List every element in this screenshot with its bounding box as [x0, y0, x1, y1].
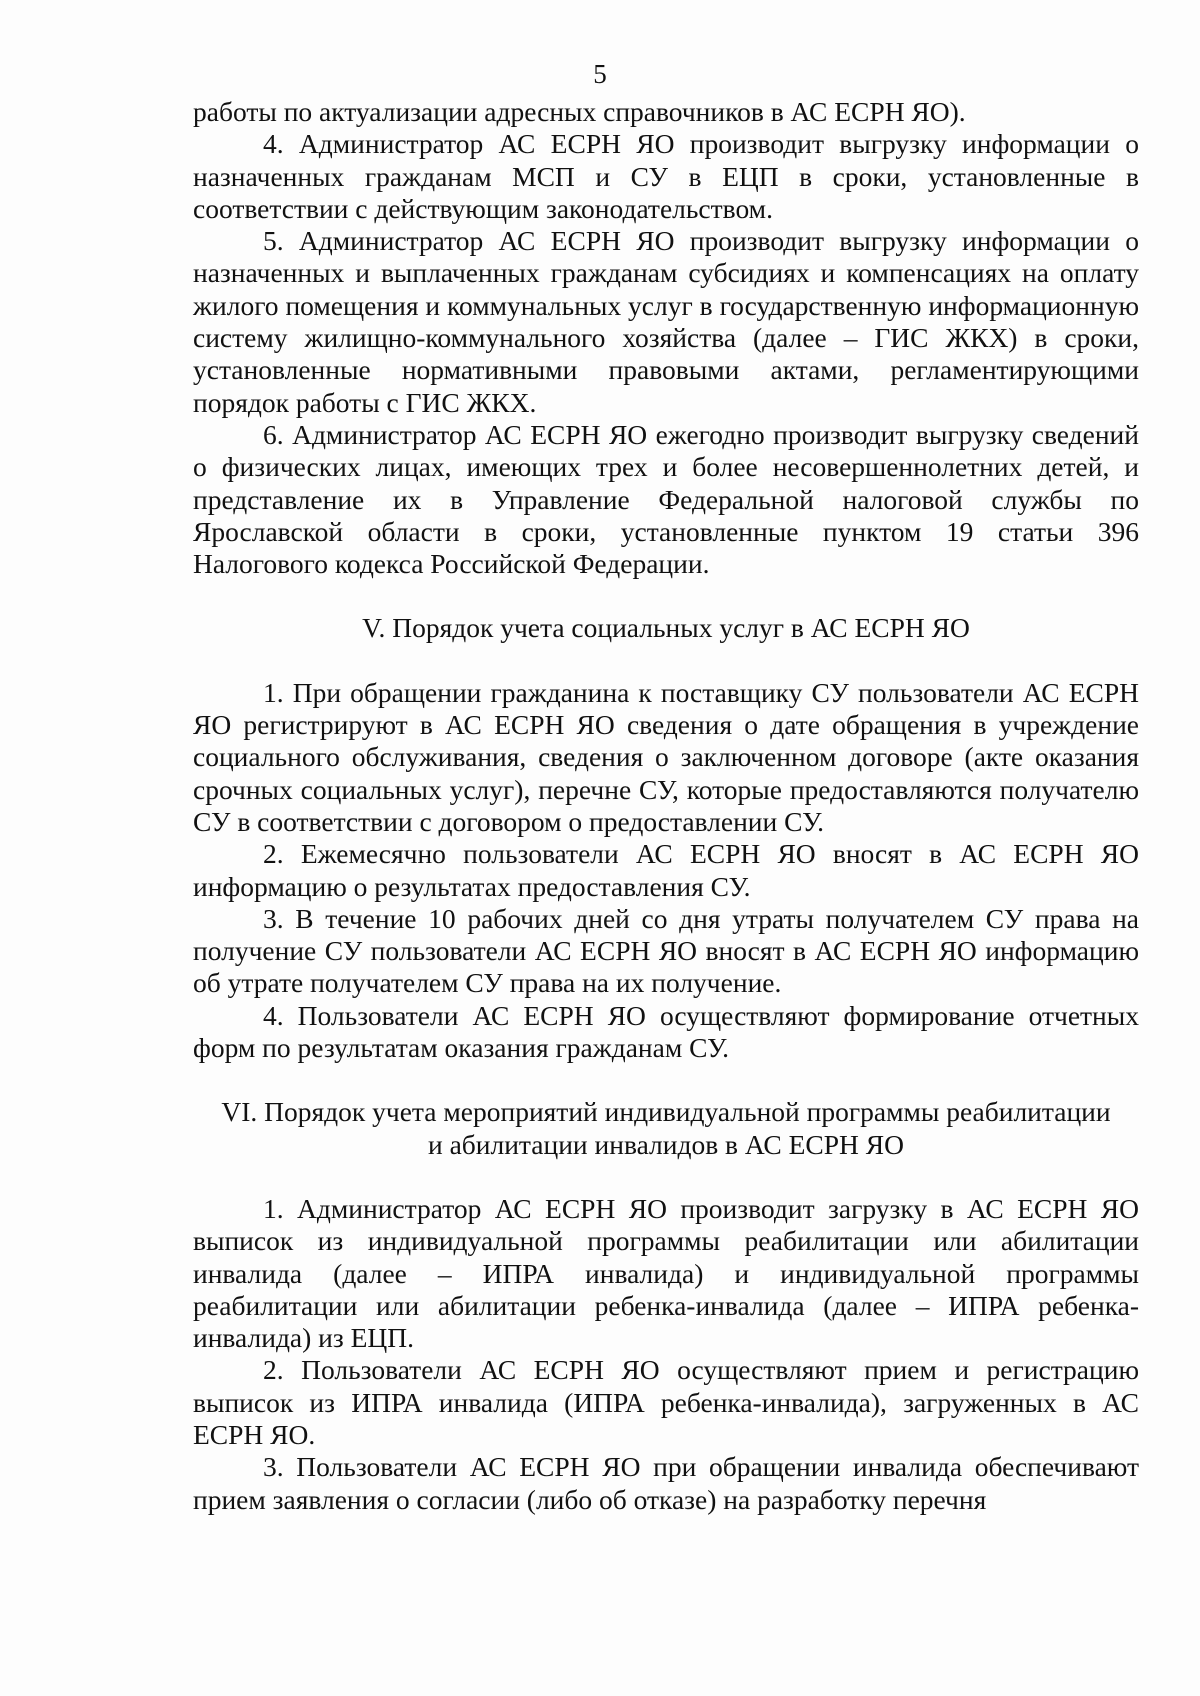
page-number: 5	[593, 59, 607, 89]
section-heading-v: V. Порядок учета социальных услуг в АС ЕСРН ЯО	[362, 612, 970, 644]
paragraph-vi-1: 1. Администратор АС ЕСРН ЯО производит загрузку в АС ЕСРН ЯО выписок из индивидуальной программы реабилитации или абилитации инвалида (далее – ИПРА инвалида) и индивидуальной программы реабилитации или абилитации ребенка-инвалида (далее – ИПРА ребенка-инвалида) из ЕЦП.	[193, 1192, 1139, 1354]
spacer	[193, 645, 1139, 677]
paragraph-v-3: 3. В течение 10 рабочих дней со дня утраты получателем СУ права на получение СУ пользователи АС ЕСРН ЯО вносят в АС ЕСРН ЯО информацию об утрате получателем СУ права на их получение.	[193, 902, 1139, 999]
paragraph-v-4: 4. Пользователи АС ЕСРН ЯО осуществляют формирование отчетных форм по результатам оказания гражданам СУ.	[193, 999, 1139, 1064]
section-heading-vi-line1: VI. Порядок учета мероприятий индивидуальной программы реабилитации	[221, 1096, 1111, 1128]
spacer	[193, 580, 1139, 612]
paragraph-continuation: работы по актуализации адресных справочников в АС ЕСРН ЯО).	[193, 96, 966, 127]
spacer	[193, 1064, 1139, 1096]
paragraph-iv-4: 4. Администратор АС ЕСРН ЯО производит выгрузку информации о назначенных гражданам МСП и СУ в ЕЦП в сроки, установленные в соответствии с действующим законодательством.	[193, 128, 1139, 224]
paragraph-vi-3: 3. Пользователи АС ЕСРН ЯО при обращении инвалида обеспечивают прием заявления о согласии (либо об отказе) на разработку перечня	[193, 1451, 1139, 1515]
section-heading-vi-line2: и абилитации инвалидов в АС ЕСРН ЯО	[427, 1128, 904, 1160]
document-body	[193, 96, 1139, 1516]
paragraph-vi-2: 2. Пользователи АС ЕСРН ЯО осуществляют прием и регистрацию выписок из ИПРА инвалида (ИПРА ребенка-инвалида), загруженных в АС ЕСРН ЯО.	[193, 1354, 1139, 1450]
spacer	[193, 1161, 1139, 1193]
paragraph-iv-5: 5. Администратор АС ЕСРН ЯО производит выгрузку информации о назначенных и выплаченных гражданам субсидиях и компенсациях на оплату жилого помещения и коммунальных услуг в государственную информационную систему жилищно-коммунального хозяйства (далее – ГИС ЖКХ) в сроки, установленные нормативными правовыми актами, регламентирующими порядок работы с ГИС ЖКХ.	[193, 225, 1139, 418]
paragraph-iv-6: 6. Администратор АС ЕСРН ЯО ежегодно производит выгрузку сведений о физических лицах, имеющих трех и более несовершеннолетних детей, и представление их в Управление Федеральной налоговой службы по Ярославской области в сроки, установленные пунктом 19 статьи 396 Налогового кодекса Российской Федерации.	[193, 418, 1139, 580]
paragraph-v-2: 2. Ежемесячно пользователи АС ЕСРН ЯО вносят в АС ЕСРН ЯО информацию о результатах предоставления СУ.	[193, 838, 1139, 902]
paragraph-v-1: 1. При обращении гражданина к поставщику СУ пользователи АС ЕСРН ЯО регистрируют в АС ЕСРН ЯО сведения о дате обращения в учреждение социального обслуживания, сведения о заключенном договоре (акте оказания срочных социальных услуг), перечне СУ, которые предоставляются получателю СУ в соответствии с договором о предоставлении СУ.	[193, 676, 1139, 837]
